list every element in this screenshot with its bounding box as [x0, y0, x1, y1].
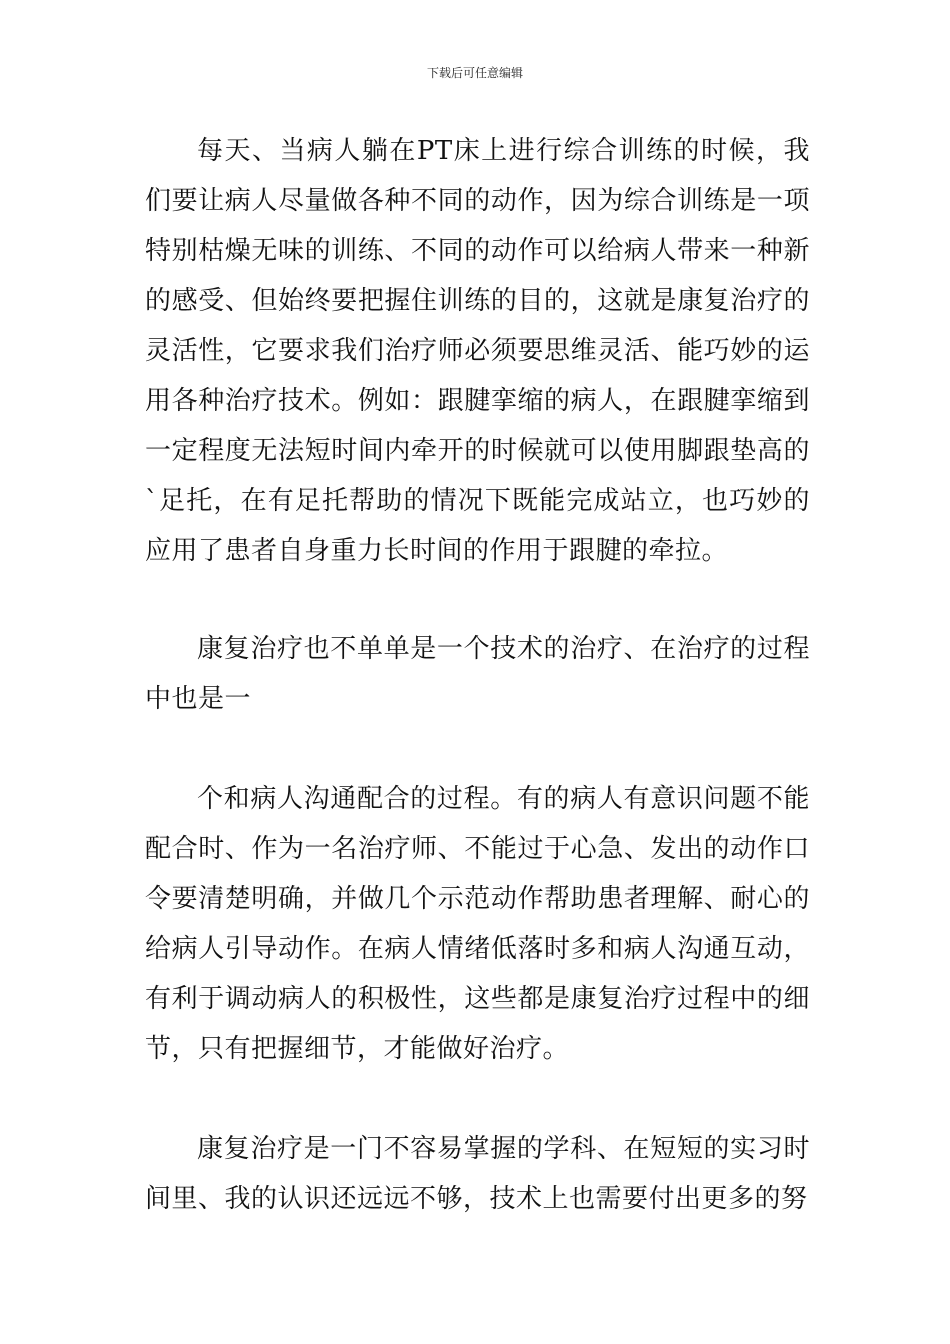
paragraph-4: 康复治疗是一门不容易掌握的学科、在短短的实习时间里、我的认识还远远不够，技术上也需要付出更多的努: [145, 1134, 810, 1214]
paragraph-3: 个和病人沟通配合的过程。有的病人有意识问题不能配合时、作为一名治疗师、不能过于心急、发出的动作口令要清楚明确，并做几个示范动作帮助患者理解、耐心的给病人引导动作。在病人情绪低落时多和病人沟通互动，有利于调动病人的积极性，这些都是康复治疗过程中的细节，只有把握细节，才能做好治疗。: [145, 784, 810, 1064]
document-body: [145, 126, 810, 1224]
paragraph-2: 康复治疗也不单单是一个技术的治疗、在治疗的过程中也是一: [145, 634, 810, 714]
page-header-note: 下载后可任意编辑: [426, 66, 523, 80]
paragraph-1: 每天、当病人躺在PT床上进行综合训练的时候，我们要让病人尽量做各种不同的动作，因为综合训练是一项特别枯燥无味的训练、不同的动作可以给病人带来一种新的感受、但始终要把握住训练的目的，这就是康复治疗的灵活性，它要求我们治疗师必须要思维灵活、能巧妙的运用各种治疗技术。例如：跟腱挛缩的病人，在跟腱挛缩到一定程度无法短时间内牵开的时候就可以使用脚跟垫高的`足托，在有足托帮助的情况下既能完成站立，也巧妙的应用了患者自身重力长时间的作用于跟腱的牵拉。: [145, 136, 810, 566]
